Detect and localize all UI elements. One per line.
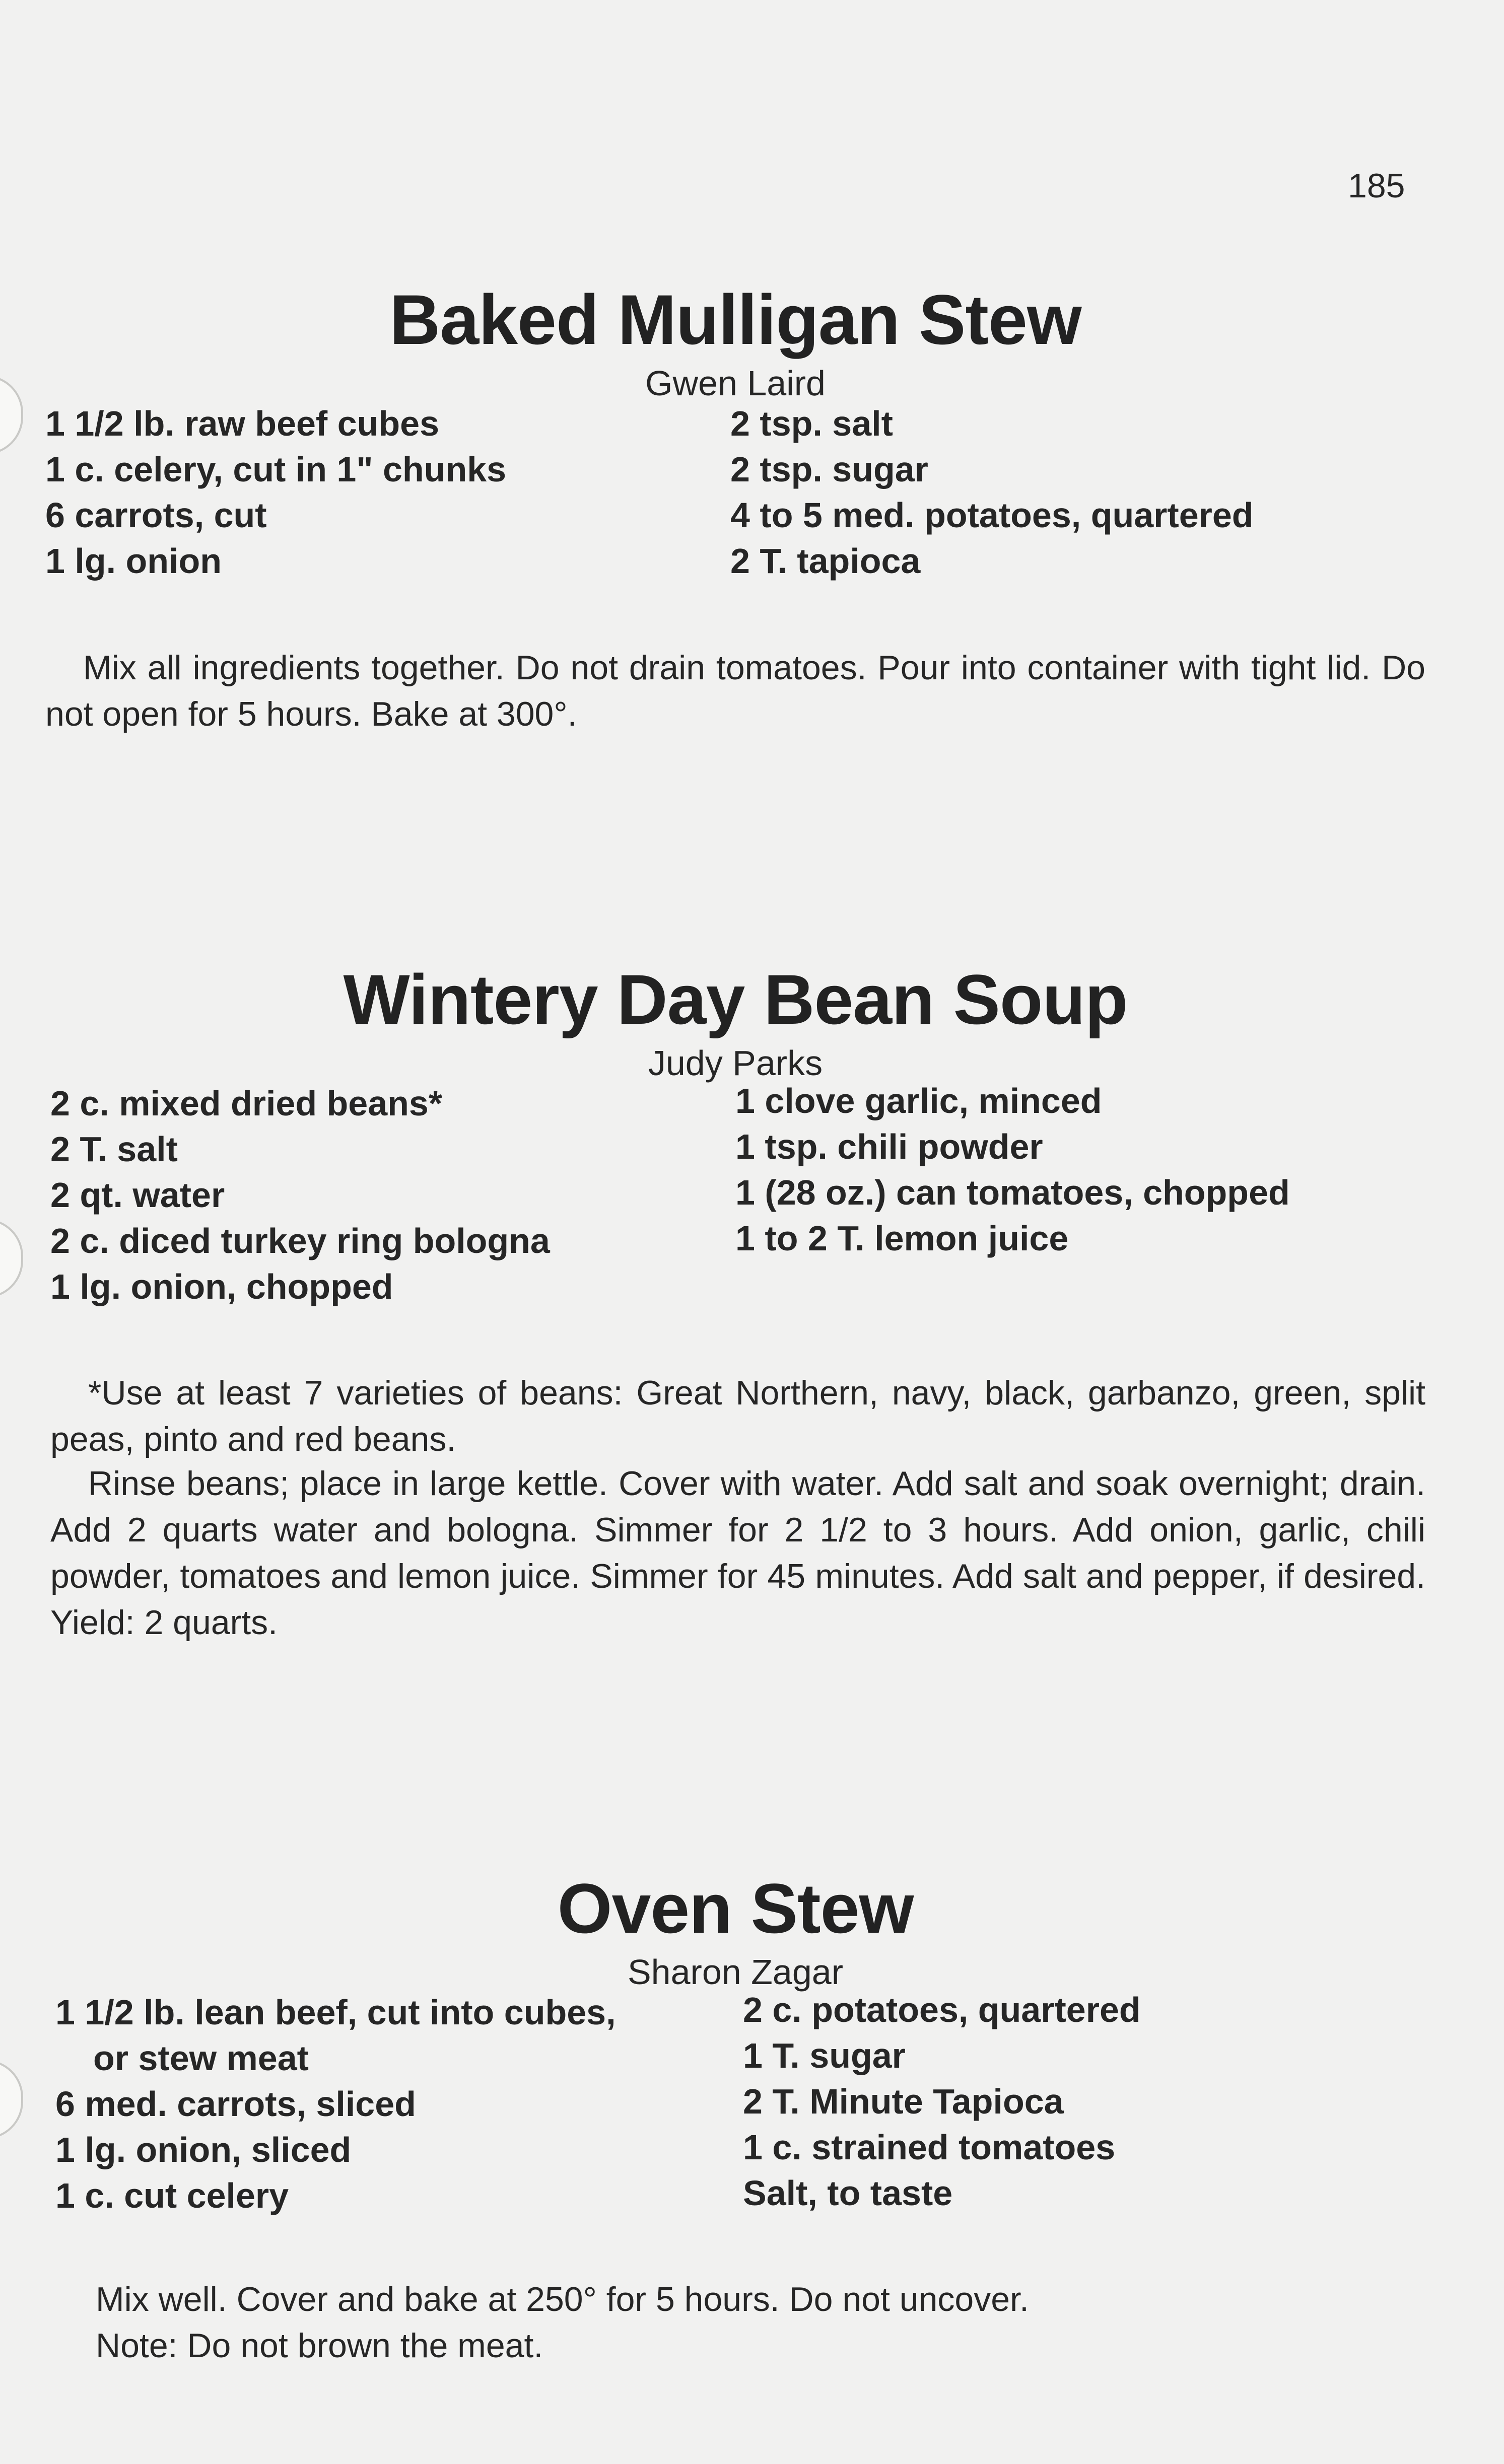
binder-hole [0, 375, 23, 455]
ingredient: 1 c. celery, cut in 1" chunks [45, 450, 507, 489]
ingredient: 1 (28 oz.) can tomatoes, chopped [735, 1173, 1290, 1212]
ingredients-left-column [50, 1081, 550, 1310]
instructions: Mix all ingredients together. Do not drain tomatoes. Pour into container with tight lid. Do not open for 5 hours. Bake at 300°. [45, 649, 1425, 733]
instructions: Rinse beans; place in large kettle. Cover with water. Add salt and soak overnight; drain. Add 2 quarts water and bologna. Simmer for 2 1/2 to 3 hours. Add onion, garlic, chili powder, tomatoes and lemon juice. Simmer for 45 minutes. Add salt and pepper, if desired. Yield: 2 quarts. [50, 1464, 1425, 1642]
ingredients-right-column [730, 401, 1254, 584]
ingredient: 1 1/2 lb. raw beef cubes [45, 404, 439, 443]
recipe-author: Judy Parks [648, 1043, 823, 1083]
recipe-author: Gwen Laird [645, 364, 826, 403]
ingredient: 2 tsp. salt [730, 404, 893, 443]
recipe-title: Baked Mulligan Stew [389, 280, 1081, 359]
ingredient: 1 tsp. chili powder [735, 1127, 1043, 1166]
ingredient: 4 to 5 med. potatoes, quartered [730, 496, 1254, 535]
instructions: Mix well. Cover and bake at 250° for 5 hours. Do not uncover. [96, 2280, 1029, 2318]
binder-hole [0, 1219, 23, 1298]
ingredient: 1 to 2 T. lemon juice [735, 1219, 1069, 1258]
ingredient: 1 c. strained tomatoes [743, 2128, 1116, 2167]
ingredient: 1 lg. onion [45, 541, 222, 581]
ingredients-left-column [45, 401, 506, 584]
ingredient: 6 med. carrots, sliced [55, 2084, 416, 2124]
ingredient: 1 T. sugar [743, 2036, 906, 2075]
ingredient: 2 c. diced turkey ring bologna [50, 1221, 550, 1260]
ingredient: 1 lg. onion, sliced [55, 2130, 352, 2169]
ingredient: 1 c. cut celery [55, 2176, 289, 2215]
recipe-title: Wintery Day Bean Soup [343, 960, 1128, 1039]
ingredient: 2 T. Minute Tapioca [743, 2082, 1064, 2121]
ingredient: 1 lg. onion, chopped [50, 1267, 393, 1306]
ingredient: 1 1/2 lb. lean beef, cut into cubes, [55, 1993, 616, 2032]
page-number: 185 [1348, 167, 1405, 205]
recipe-title: Oven Stew [557, 1869, 914, 1948]
recipe-oven-stew [45, 1869, 1425, 2215]
ingredient: 2 tsp. sugar [730, 450, 928, 489]
ingredients-right-column [735, 1078, 1290, 1261]
ingredient: 1 clove garlic, minced [735, 1081, 1102, 1120]
note: Note: Do not brown the meat. [96, 2327, 543, 2365]
ingredient: 2 c. mixed dried beans* [50, 1084, 443, 1123]
beans-note: *Use at least 7 varieties of beans: Great Northern, navy, black, garbanzo, green, split peas, pinto and red beans. [50, 1374, 1425, 1458]
recipe-baked-mulligan-stew [45, 280, 1425, 581]
ingredient: 2 T. tapioca [730, 541, 921, 581]
ingredient: 2 qt. water [50, 1175, 225, 1215]
recipe-wintery-day-bean-soup [45, 960, 1425, 1306]
ingredients-right-column [743, 1987, 1141, 2216]
ingredients-left-column [55, 1990, 616, 2219]
ingredient: Salt, to taste [743, 2173, 953, 2213]
binder-hole [0, 2060, 23, 2139]
recipe-author: Sharon Zagar [627, 1952, 844, 1992]
ingredient: 2 T. salt [50, 1130, 178, 1169]
ingredient-continued: or stew meat [93, 2038, 309, 2078]
ingredient: 2 c. potatoes, quartered [743, 1990, 1141, 2029]
ingredient: 6 carrots, cut [45, 496, 267, 535]
